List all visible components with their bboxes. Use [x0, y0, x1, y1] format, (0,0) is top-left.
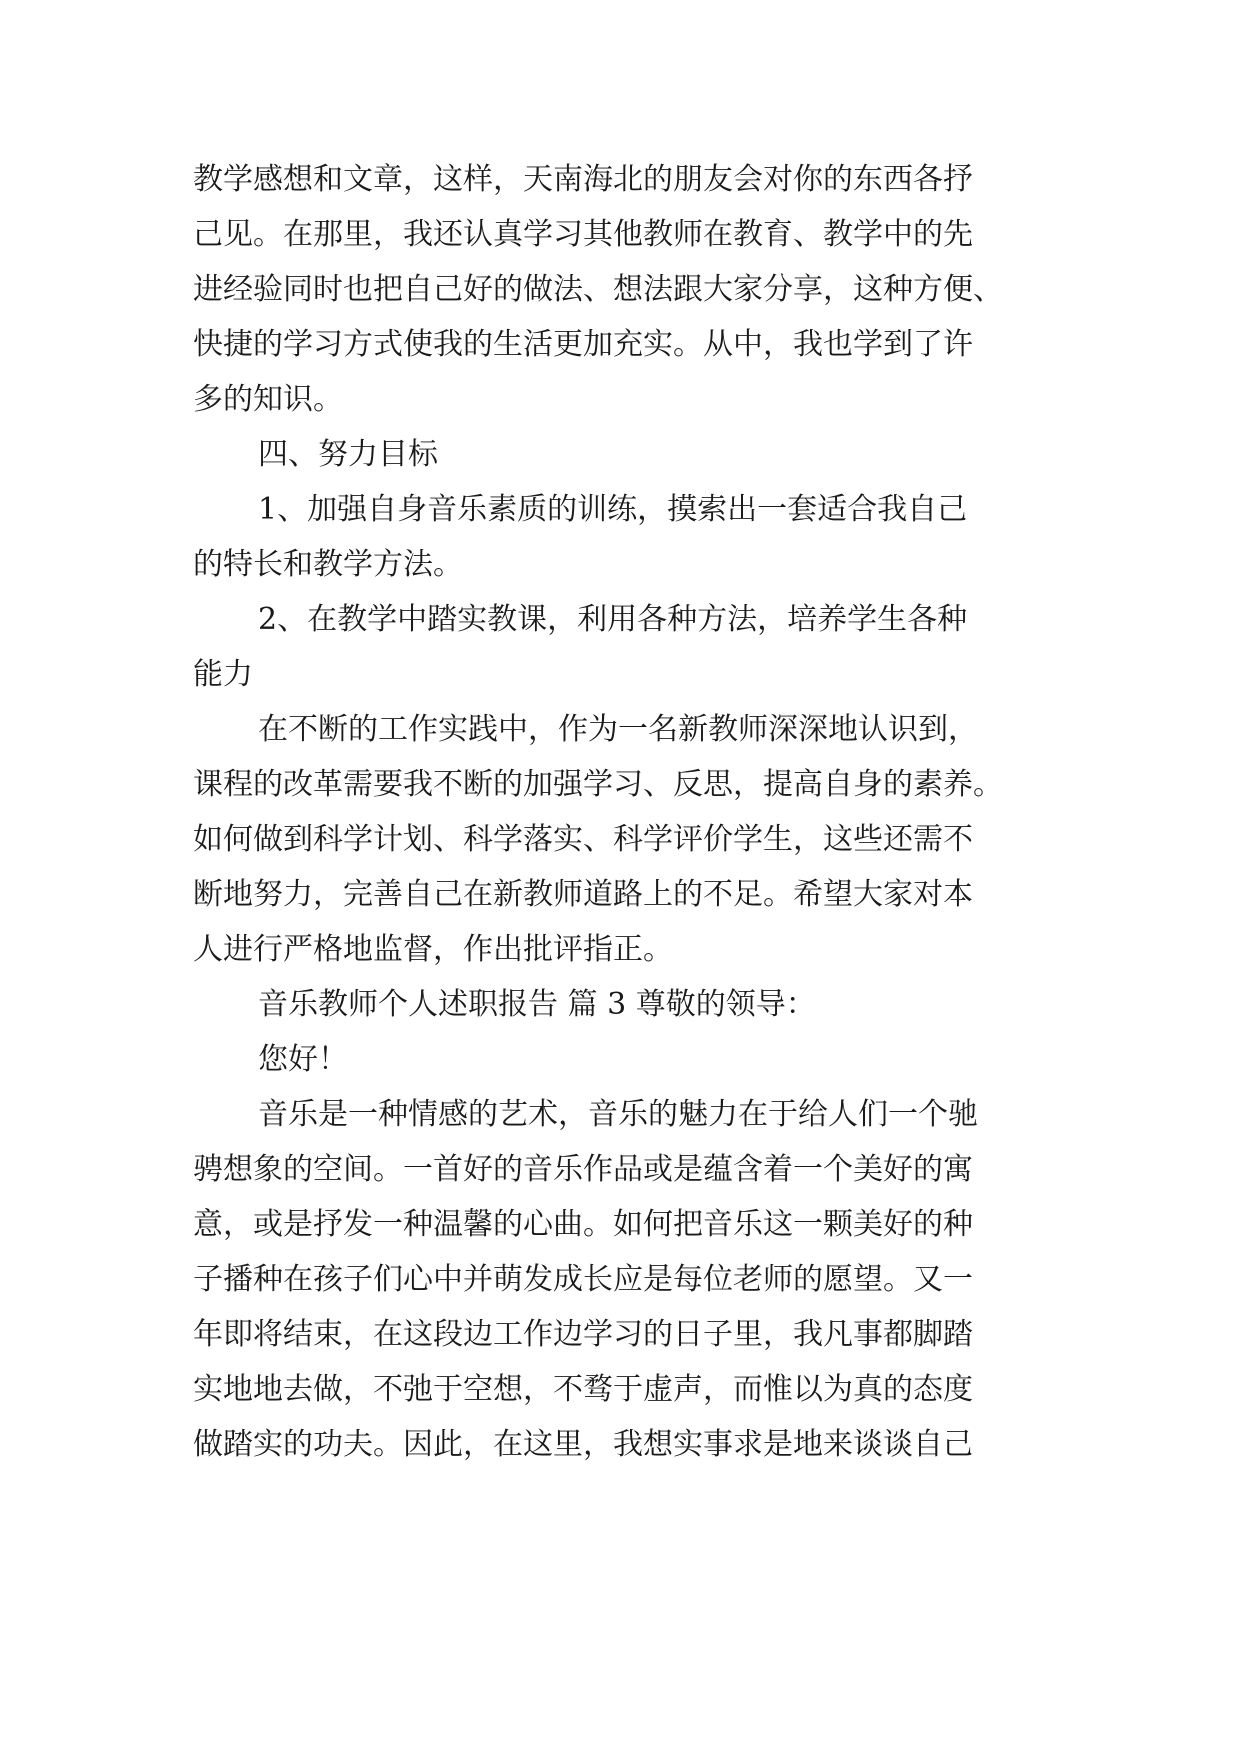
paragraph-line: 课程的改革需要我不断的加强学习、反思，提高自身的素养。: [193, 767, 1003, 802]
paragraph-line: 如何做到科学计划、科学落实、科学评价学生，这些还需不: [193, 822, 973, 857]
paragraph-line: 进经验同时也把自己好的做法、想法跟大家分享，这种方便、: [193, 272, 1003, 307]
list-item-line: 1、加强自身音乐素质的训练，摸索出一套适合我自己: [258, 492, 968, 527]
report-title: 音乐教师个人述职报告 篇 3 尊敬的领导：: [258, 987, 816, 1022]
paragraph-line: 教学感想和文章，这样，天南海北的朋友会对你的东西各抒: [193, 162, 973, 197]
paragraph-line: 己见。在那里，我还认真学习其他教师在教育、教学中的先: [193, 217, 973, 252]
greeting: 您好！: [258, 1042, 348, 1077]
document-body: [193, 152, 1063, 1472]
paragraph-line: 实地地去做，不弛于空想，不骛于虚声，而惟以为真的态度: [193, 1372, 973, 1407]
paragraph-line: 快捷的学习方式使我的生活更加充实。从中，我也学到了许: [193, 327, 973, 362]
paragraph-line: 人进行严格地监督，作出批评指正。: [193, 932, 673, 967]
list-item-line: 的特长和教学方法。: [193, 547, 463, 582]
paragraph-line: 做踏实的功夫。因此，在这里，我想实事求是地来谈谈自己: [193, 1427, 973, 1462]
paragraph-line: 在不断的工作实践中，作为一名新教师深深地认识到，: [258, 712, 978, 747]
paragraph-line: 意，或是抒发一种温馨的心曲。如何把音乐这一颗美好的种: [193, 1207, 973, 1242]
paragraph-line: 骋想象的空间。一首好的音乐作品或是蕴含着一个美好的寓: [193, 1152, 973, 1187]
list-item-line: 2、在教学中踏实教课，利用各种方法，培养学生各种: [258, 602, 968, 637]
paragraph-line: 多的知识。: [193, 382, 343, 417]
list-item-line: 能力: [193, 657, 253, 692]
paragraph-line: 断地努力，完善自己在新教师道路上的不足。希望大家对本: [193, 877, 973, 912]
section-heading: 四、努力目标: [258, 437, 438, 472]
paragraph-line: 子播种在孩子们心中并萌发成长应是每位老师的愿望。又一: [193, 1262, 973, 1297]
paragraph-line: 年即将结束，在这段边工作边学习的日子里，我凡事都脚踏: [193, 1317, 973, 1352]
paragraph-line: 音乐是一种情感的艺术，音乐的魅力在于给人们一个驰: [258, 1097, 978, 1132]
